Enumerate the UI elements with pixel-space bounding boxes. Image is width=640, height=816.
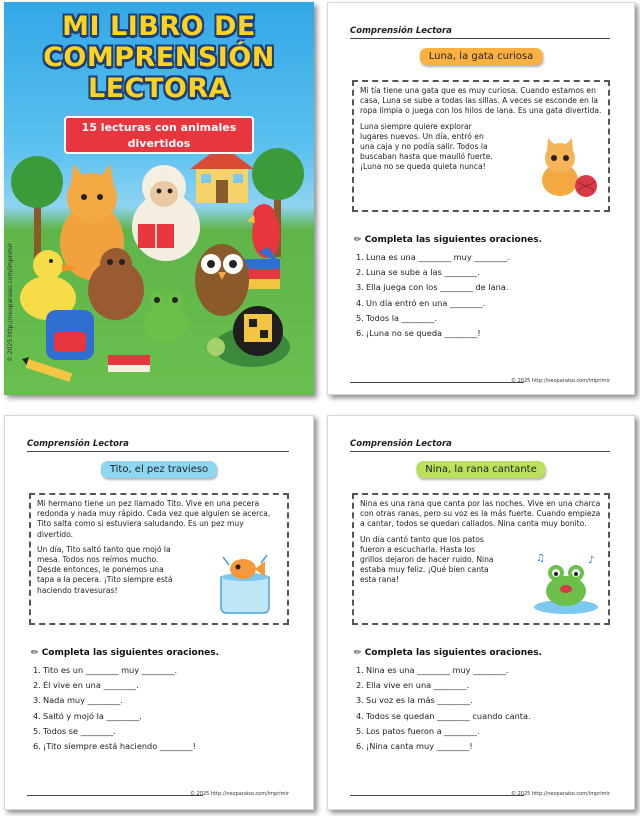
header-divider [350, 451, 610, 452]
exercise-item: 6. ¡Tito siempre está haciendo ________! [33, 740, 196, 751]
footer-divider [350, 382, 524, 383]
exercise-title-text: Completa las siguientes oraciones. [364, 235, 543, 245]
story-paragraph-2: Un día, Tito saltó tanto que mojó la mesa. Todos nos reímos mucho. Desde entonces, le ponemos una tapa a la pecera. ¡Tito siempre está haciendo travesuras! [37, 544, 173, 595]
exercise-item: 4. Un día entró en una ________. [356, 297, 486, 308]
worksheet-header: Comprensión Lectora [350, 439, 452, 449]
exercise-item: 2. Luna se sube a las ________. [356, 267, 480, 278]
pencil-icon: ✏ [354, 648, 362, 658]
cover-frog [144, 292, 188, 342]
footer-copyright: © 2025 http://neoparaiso.com/imprimir [511, 378, 610, 384]
cover-sheep [132, 165, 200, 261]
exercise-text: Luna es una ________ muy ________. [366, 252, 510, 262]
footer-copyright: © 2025 http://neoparaiso.com/imprimir [190, 791, 289, 797]
exercise-item: 4. Todos se quedan ________ cuando canta. [356, 710, 531, 721]
exercise-item: 3. Nada muy ________. [33, 695, 123, 706]
header-divider [350, 38, 610, 39]
exercise-text: Él vive en una ________. [43, 680, 139, 691]
exercise-text: Luna se sube a las ________. [366, 267, 480, 278]
svg-text:♫: ♫ [536, 553, 545, 564]
exercise-text: ¡Nina canta muy ________! [366, 740, 473, 751]
exercise-item: 2. Ella vive en una ________. [356, 680, 470, 691]
worksheet-nina [327, 415, 635, 810]
exercise-text: ¡Tito siempre está haciendo ________! [43, 740, 196, 751]
tree-left [11, 156, 63, 262]
exercise-text: Todos la ________. [366, 312, 437, 323]
cover-title-line-2: COMPRENSIÓN [43, 42, 275, 73]
svg-text:♪: ♪ [588, 555, 595, 566]
cover-backpack [46, 310, 94, 360]
exercise-text: Un día entró en una ________. [366, 297, 486, 308]
cover-subtitle-line-2: divertidos [127, 137, 191, 150]
cover-copyright: © 2025 http://neoparaiso.com/imprimir [7, 243, 14, 362]
exercise-item: 5. Todos la ________. [356, 312, 437, 323]
exercise-list [356, 250, 510, 341]
exercise-text: Su voz es la más ________. [366, 695, 473, 706]
worksheet-header: Comprensión Lectora [350, 26, 452, 36]
exercise-text: Todos se ________. [43, 725, 116, 736]
exercise-item: 6. ¡Nina canta muy ________! [356, 740, 473, 751]
exercise-item: 4. Saltó y mojó la ________. [33, 710, 142, 721]
story-paragraph-2: Un día cantó tanto que los patos fueron a escucharla. Hasta los grillos dejaron de hacer ruido. Nina estaba muy feliz. ¡Qué bien canta esta rana! [360, 534, 494, 585]
exercise-list [356, 663, 531, 754]
worksheet-header: Comprensión Lectora [27, 439, 129, 449]
exercise-text: ¡Luna no se queda ________! [366, 327, 481, 338]
exercise-text: Saltó y mojó la ________. [43, 710, 142, 721]
fish-illustration [209, 547, 281, 615]
cover-parrot [244, 204, 280, 289]
footer-divider [27, 795, 203, 796]
cover-title-line-1: MI LIBRO DE [62, 11, 256, 42]
footer-divider [350, 795, 524, 796]
exercise-text: Tito es un ________ muy ________. [43, 665, 178, 675]
worksheet-tito [4, 415, 314, 810]
cover-owl [195, 244, 249, 316]
worksheet-luna [327, 2, 635, 395]
header-divider [27, 451, 289, 452]
exercise-item: 1. Tito es un ________ muy ________. [33, 665, 178, 675]
exercise-item: 2. Él vive en una ________. [33, 680, 139, 691]
exercise-title-text: Completa las siguientes oraciones. [364, 648, 543, 658]
exercise-text: Nada muy ________. [43, 695, 123, 706]
exercise-title [354, 235, 542, 245]
story-title: Luna, la gata curiosa [420, 48, 543, 65]
exercise-item: 6. ¡Luna no se queda ________! [356, 327, 481, 338]
exercise-text: Nina es una ________ muy ________. [366, 665, 509, 675]
publisher-logo [233, 306, 283, 356]
book-cover [4, 2, 314, 395]
story-paragraph-1: Mi tía tiene una gata que es muy curiosa. Cuando estamos en casa, Luna se sube a todas las sillas. A veces se esconde en la ropa limpia o juega con los hilos de lana. Es una gata divertida. [360, 86, 602, 116]
exercise-list [33, 663, 196, 754]
exercise-item: 5. Los patos fueron a ________. [356, 725, 480, 736]
story-box [352, 493, 610, 625]
exercise-item: 1. Nina es una ________ muy ________. [356, 665, 509, 675]
exercise-item: 1. Luna es una ________ muy ________. [356, 252, 510, 262]
story-title: Tito, el pez travieso [101, 461, 217, 478]
exercise-title-text: Completa las siguientes oraciones. [41, 648, 220, 658]
story-title: Nina, la rana cantante [416, 461, 545, 478]
exercise-text: Ella juega con los ________ de lana. [366, 282, 509, 293]
story-box [352, 80, 610, 212]
exercise-text: Los patos fueron a ________. [366, 725, 480, 736]
story-paragraph-1: Mi hermano tiene un pez llamado Tito. Vive en una pecera redonda y nada muy rápido. Cada vez que alguien se acerca, Tito salta como si estuviera saludando. Es un pez muy divertido. [37, 499, 271, 539]
exercise-title [31, 648, 219, 658]
exercise-text: Ella vive en una ________. [366, 680, 470, 691]
story-paragraph-1: Nina es una rana que canta por las noches. Vive en una charca con otras ranas, pero su voz es la más fuerte. Cuando empieza a cantar, todos se quedan callados. Nina canta muy bonito. [360, 499, 601, 529]
cat-illustration [530, 134, 602, 202]
exercise-item: 5. Todos se ________. [33, 725, 116, 736]
frog-illustration [530, 547, 602, 615]
exercise-item: 3. Su voz es la más ________. [356, 695, 473, 706]
footer-copyright: © 2025 http://neoparaiso.com/imprimir [511, 791, 610, 797]
exercise-item: 3. Ella juega con los ________ de lana. [356, 282, 509, 293]
cover-subtitle [64, 116, 254, 154]
pencil-icon: ✏ [354, 235, 362, 245]
cover-title-line-3: LECTORA [87, 73, 231, 104]
story-paragraph-2: Luna siempre quiere explorar lugares nuevos. Un día, entró en una caja y no podía salir. Todos la buscaban hasta que maulló fuerte. ¡Luna no se queda quieta nunca! [360, 121, 493, 172]
cover-books [108, 355, 150, 372]
cover-subtitle-line-1: 15 lecturas con animales [81, 121, 237, 134]
story-box [29, 493, 289, 625]
pencil-icon: ✏ [31, 648, 39, 658]
exercise-text: Todos se quedan ________ cuando canta. [366, 710, 531, 721]
exercise-title [354, 648, 542, 658]
